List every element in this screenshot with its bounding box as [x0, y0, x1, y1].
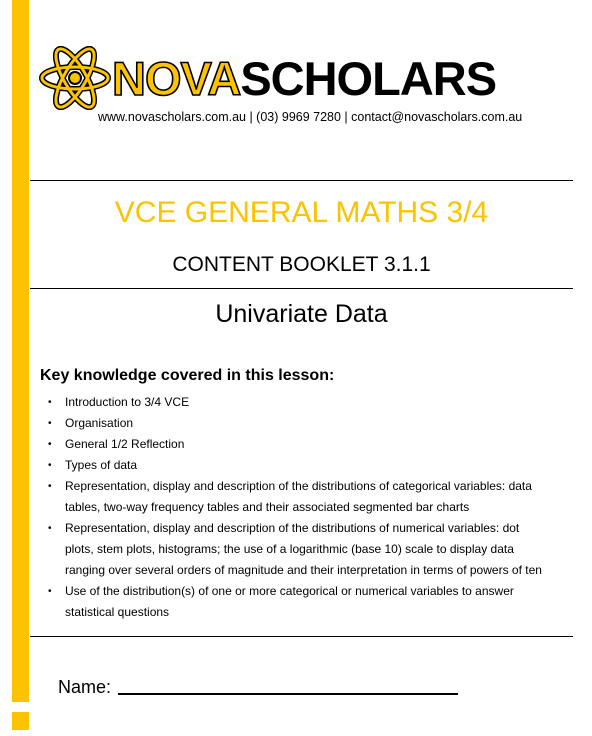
brand-wordmark [112, 52, 496, 106]
divider-top [30, 180, 573, 181]
name-field-row [58, 673, 478, 701]
name-write-line[interactable] [118, 693, 458, 695]
side-accent-bar [12, 0, 29, 702]
list-item: • General 1/2 Reflection [48, 434, 548, 455]
brand-logo [38, 46, 558, 110]
contact-line: www.novascholars.com.au | (03) 9969 7280 | contact@novascholars.com.au [98, 110, 523, 124]
brand-part-nova: NOVA [112, 52, 241, 105]
list-item: • Types of data [48, 455, 548, 476]
topic-title: Univariate Data [215, 300, 388, 328]
brand-part-scholars: SCHOLARS [240, 52, 497, 105]
list-item: • Representation, display and description of the distributions of numerical variables: dot plots, stem plots, histograms; the use of a logarithmic (base 10) scale to display data ranging over several orders of magnitude and their interpretation in terms of powers of ten [48, 518, 548, 581]
booklet-title: CONTENT BOOKLET 3.1.1 [172, 253, 431, 276]
list-item: • Representation, display and description of the distributions of categorical variables: data tables, two-way frequency tables and their associated segmented bar charts [48, 476, 548, 518]
side-accent-bar-bottom [12, 712, 29, 730]
list-item: • Introduction to 3/4 VCE [48, 392, 548, 413]
divider-middle [30, 288, 573, 289]
atom-icon [38, 46, 112, 110]
key-knowledge-list [48, 392, 548, 623]
list-item: • Organisation [48, 413, 548, 434]
course-title: VCE GENERAL MATHS 3/4 [114, 196, 489, 229]
list-item: • Use of the distribution(s) of one or more categorical or numerical variables to answer statistical questions [48, 581, 548, 623]
name-label: Name: [58, 677, 112, 697]
key-knowledge-heading: Key knowledge covered in this lesson: [40, 367, 335, 384]
divider-bottom [30, 636, 573, 637]
